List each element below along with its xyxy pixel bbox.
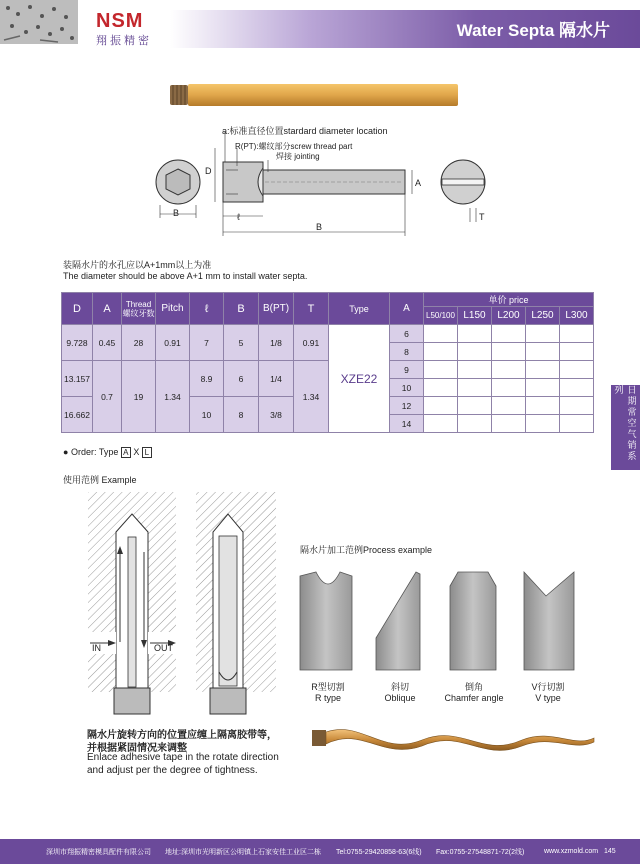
order-box-a: A bbox=[121, 447, 131, 458]
th-t: T bbox=[294, 293, 329, 325]
th-type: Type bbox=[329, 293, 390, 325]
cell-l: 10 bbox=[190, 397, 224, 433]
cell-a-value: 12 bbox=[390, 397, 424, 415]
dim-t-label: T bbox=[479, 212, 485, 222]
dim-d-label: D bbox=[205, 166, 212, 176]
th-pitch: Pitch bbox=[156, 293, 190, 325]
cell-d: 9.728 bbox=[62, 325, 93, 361]
out-label: OUT bbox=[154, 643, 173, 653]
cell-bpt: 3/8 bbox=[259, 397, 294, 433]
process-shapes bbox=[298, 568, 580, 678]
th-len-4: L300 bbox=[560, 307, 594, 325]
cell-b: 8 bbox=[224, 397, 259, 433]
footer-web[interactable]: www.xzmold.com bbox=[544, 848, 599, 855]
footer-fax: Fax:0755-27548871-72(2线) bbox=[436, 848, 525, 856]
cell-d: 13.157 bbox=[62, 361, 93, 397]
th-thread-cn: 螺纹牙数 bbox=[122, 308, 155, 318]
table-row bbox=[62, 325, 594, 343]
tape-note-cn-1: 隔水片旋转方向的位置应缠上隔离胶带等， bbox=[87, 730, 277, 741]
order-line bbox=[63, 447, 152, 458]
cell-l: 7 bbox=[190, 325, 224, 361]
cell-a-shared: 0.7 bbox=[93, 361, 122, 433]
th-bpt: B(PT) bbox=[259, 293, 294, 325]
process-r-type bbox=[300, 680, 356, 703]
label-standard-diameter: a:标准直径位置stardard diameter location bbox=[222, 126, 388, 136]
brand-logo-text: NSM bbox=[96, 10, 144, 32]
th-l: ℓ bbox=[190, 293, 224, 325]
example-title: 使用范例 Example bbox=[63, 475, 137, 485]
logo-pins-image bbox=[0, 0, 78, 44]
tape-note-en-2: and adjust per the degree of tightness. bbox=[87, 765, 258, 776]
cell-a-value: 10 bbox=[390, 379, 424, 397]
cell-a-value: 6 bbox=[390, 325, 424, 343]
water-septa-photo bbox=[170, 82, 460, 108]
footer-tel: Tel:0755-29420858-63(6线) bbox=[336, 848, 422, 856]
footer-address: 地址:深圳市光明新区公明镇上石家安佳工业区二栋 bbox=[165, 848, 321, 856]
th-thread-en: Thread bbox=[125, 299, 152, 309]
side-category-tab: 日期常空气销系列 bbox=[611, 385, 640, 470]
cell-pitch: 0.91 bbox=[156, 325, 190, 361]
dim-a-label: A bbox=[415, 178, 422, 188]
twisted-septa-photo bbox=[312, 718, 597, 758]
process-chamfer-cn: 倒角 bbox=[464, 682, 483, 692]
dim-l-label: ℓ bbox=[237, 212, 240, 222]
technical-drawing bbox=[150, 120, 495, 240]
cell-a-value: 14 bbox=[390, 415, 424, 433]
cell-a-value: 8 bbox=[390, 343, 424, 361]
th-price: 单价 price bbox=[424, 293, 594, 307]
label-screw-thread: R(PT):螺纹部分screw thread part bbox=[235, 142, 353, 151]
cell-l: 8.9 bbox=[190, 361, 224, 397]
in-label: IN bbox=[92, 643, 101, 653]
order-x: X bbox=[133, 447, 140, 457]
cell-b: 5 bbox=[224, 325, 259, 361]
brand-cn: 翔振精密 bbox=[96, 35, 152, 47]
cell-t-shared: 1.34 bbox=[294, 361, 329, 433]
cell-b: 6 bbox=[224, 361, 259, 397]
process-v-type bbox=[520, 680, 576, 703]
cell-bpt: 1/8 bbox=[259, 325, 294, 361]
tape-note-cn-2: 并根据紧固情况来调整 bbox=[87, 743, 187, 754]
th-len-0: L50/100 bbox=[424, 307, 458, 325]
order-label: Order: bbox=[70, 447, 97, 457]
process-v-type-en: V type bbox=[535, 693, 561, 703]
table-row bbox=[62, 361, 594, 379]
order-box-l: L bbox=[142, 447, 152, 458]
cell-t: 0.91 bbox=[294, 325, 329, 361]
th-len-3: L250 bbox=[526, 307, 560, 325]
example-drawing bbox=[88, 492, 283, 724]
process-title: 隔水片加工范例Process example bbox=[300, 545, 433, 555]
page-footer bbox=[0, 839, 640, 864]
install-note-en: The diameter should be above A+1 mm to install water septa. bbox=[63, 271, 308, 281]
page-number: 145 bbox=[604, 848, 616, 855]
cell-d: 16.662 bbox=[62, 397, 93, 433]
cell-pitch-shared: 1.34 bbox=[156, 361, 190, 433]
process-oblique-en: Oblique bbox=[384, 693, 416, 703]
process-v-type-cn: V行切割 bbox=[531, 682, 565, 692]
process-r-type-en: R type bbox=[314, 693, 341, 703]
cell-thread-shared: 19 bbox=[122, 361, 156, 433]
th-len-2: L200 bbox=[492, 307, 526, 325]
cell-bpt: 1/4 bbox=[259, 361, 294, 397]
spec-table bbox=[61, 292, 594, 433]
order-type: Type bbox=[98, 447, 119, 457]
page-title: Water Septa 隔水片 bbox=[456, 21, 610, 40]
th-a: A bbox=[93, 293, 122, 325]
process-chamfer-en: Chamfer angle bbox=[444, 693, 504, 703]
dim-b-end-label: B bbox=[173, 208, 180, 218]
bullet-icon: ● bbox=[63, 447, 69, 457]
cell-a-value: 9 bbox=[390, 361, 424, 379]
cell-type: XZE22 bbox=[329, 325, 390, 433]
th-b: B bbox=[224, 293, 259, 325]
dim-b-length-label: B bbox=[316, 222, 323, 232]
th-thread bbox=[122, 293, 156, 325]
th-a2: A bbox=[390, 293, 424, 325]
footer-company: 深圳市翔振精密模具配件有限公司 bbox=[46, 848, 151, 856]
process-chamfer bbox=[436, 680, 512, 703]
tape-note-en-1: Enlace adhesive tape in the rotate direction bbox=[87, 752, 279, 763]
label-jointing: 焊接 jointing bbox=[276, 152, 320, 161]
process-oblique bbox=[372, 680, 428, 703]
process-oblique-cn: 斜切 bbox=[390, 682, 409, 692]
install-note-cn: 装隔水片的水孔应以A+1mm以上为准 bbox=[63, 260, 212, 270]
cell-thread: 28 bbox=[122, 325, 156, 361]
th-d: D bbox=[62, 293, 93, 325]
process-r-type-cn: R型切割 bbox=[311, 682, 345, 692]
cell-a: 0.45 bbox=[93, 325, 122, 361]
th-len-1: L150 bbox=[458, 307, 492, 325]
